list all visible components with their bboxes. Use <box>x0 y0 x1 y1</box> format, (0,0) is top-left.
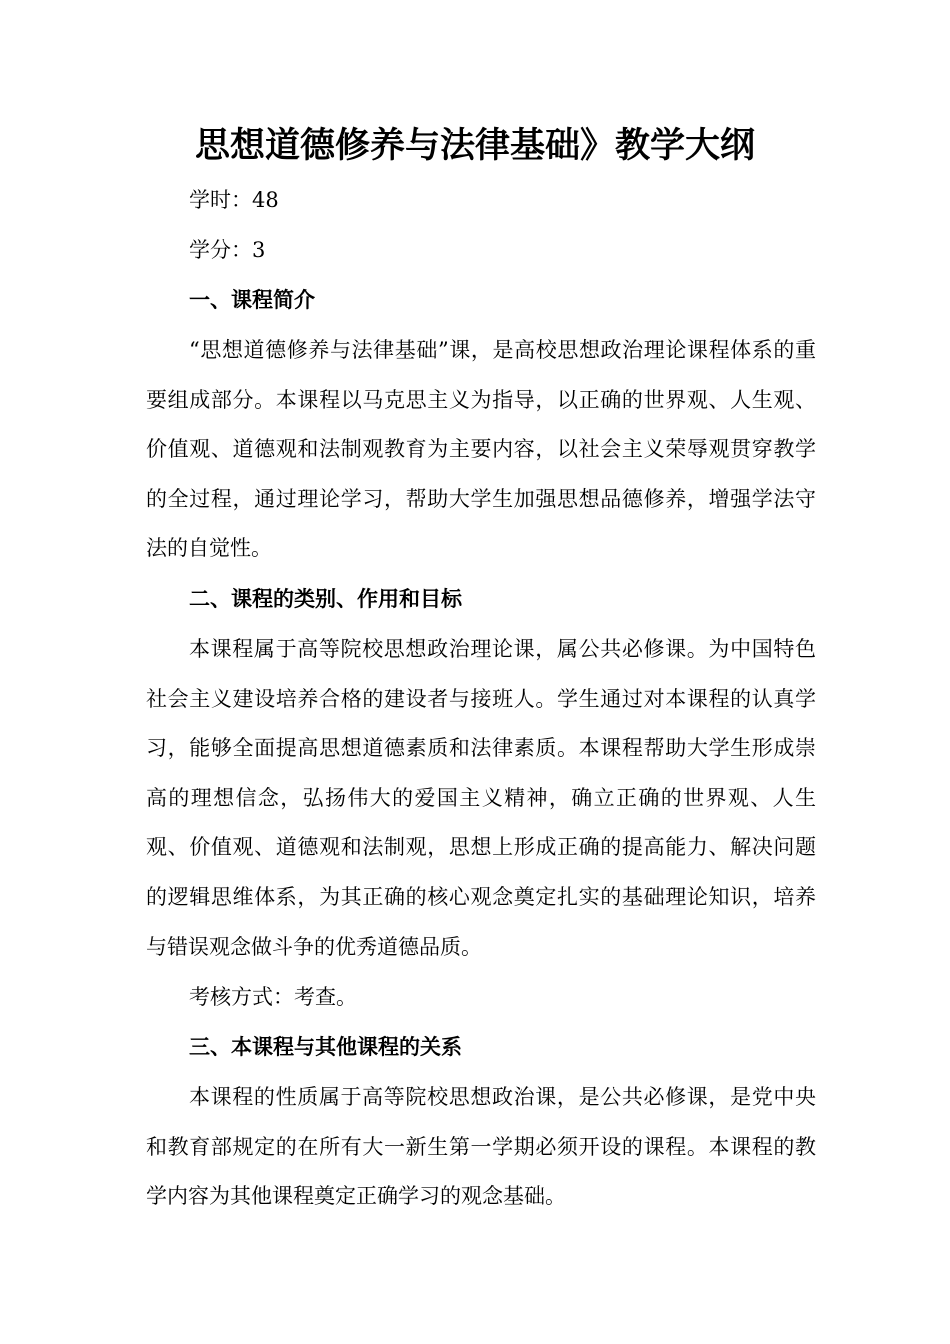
section-heading-relations: 三、本课程与其他课程的关系 <box>189 1034 462 1059</box>
document-title: 思想道德修养与法律基础》教学大纲 <box>194 125 755 166</box>
section-paragraph-intro: “思想道德修养与法律基础”课，是高校思想政治理论课程体系的重要组成部分。本课程以马克思主义为指导，以正确的世界观、人生观、价值观、道德观和法制观教育为主要内容，以社会主义荣辱观贯穿教学的全过程，通过理论学习，帮助大学生加强思想品德修养，增强学法守法的自觉性。 <box>146 338 816 561</box>
course-credits: 学分：3 <box>189 238 266 262</box>
assessment-method: 考核方式：考查。 <box>189 985 357 1009</box>
section-paragraph-relations: 本课程的性质属于高等院校思想政治课，是公共必修课，是党中央和教育部规定的在所有大一新生第一学期必须开设的课程。本课程的教学内容为其他课程奠定正确学习的观念基础。 <box>146 1085 816 1209</box>
course-hours: 学时：48 <box>189 188 279 212</box>
section-heading-category: 二、课程的类别、作用和目标 <box>189 586 462 611</box>
section-paragraph-category: 本课程属于高等院校思想政治理论课，属公共必修课。为中国特色社会主义建设培养合格的建设者与接班人。学生通过对本课程的认真学习，能够全面提高思想道德素质和法律素质。本课程帮助大学生形成崇高的理想信念，弘扬伟大的爱国主义精神，确立正确的世界观、人生观、价值观、道德观和法制观，思想上形成正确的提高能力、解决问题的逻辑思维体系，为其正确的核心观念奠定扎实的基础理论知识，培养与错误观念做斗争的优秀道德品质。 <box>146 637 816 959</box>
section-heading-intro: 一、课程简介 <box>189 287 315 312</box>
